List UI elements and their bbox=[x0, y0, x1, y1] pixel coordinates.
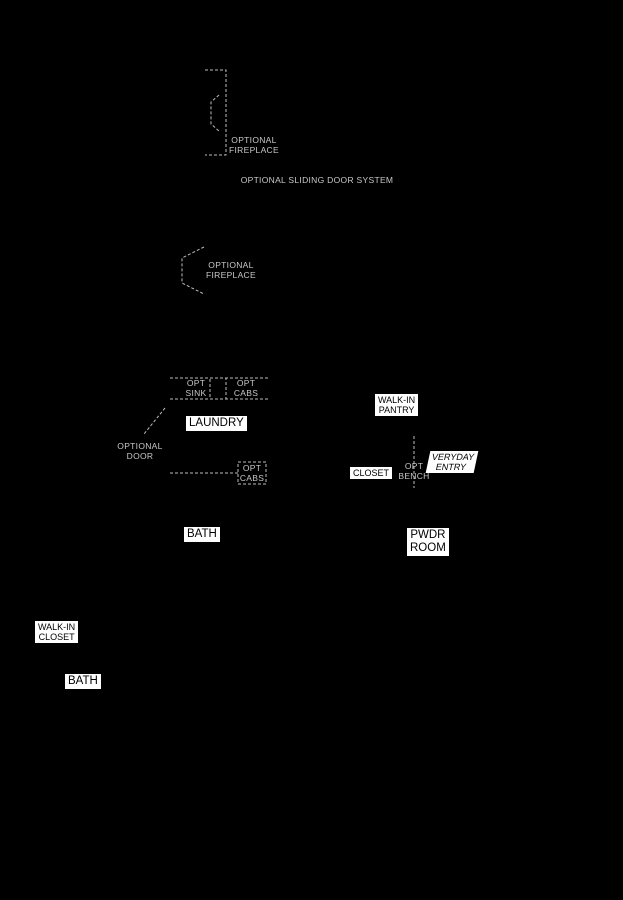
tag-line: PWDR bbox=[410, 529, 446, 541]
optional-fireplace-mid-label bbox=[205, 260, 257, 280]
bath-upper-tag: BATH bbox=[184, 527, 220, 542]
label-line: OPT bbox=[236, 378, 256, 388]
fireplace-mid-outline bbox=[182, 247, 204, 294]
optional-door-swing bbox=[144, 408, 165, 434]
tag-line: CLOSET bbox=[38, 632, 75, 642]
optional-fireplace-top-label bbox=[228, 135, 280, 155]
opt-bench-label bbox=[396, 461, 432, 481]
bath-lower-tag: BATH bbox=[65, 674, 101, 689]
label-line: OPTIONAL bbox=[231, 135, 277, 145]
tag-line: PANTRY bbox=[378, 405, 415, 415]
tag-line: WALK-IN bbox=[378, 395, 416, 405]
laundry-room-tag: LAUNDRY bbox=[186, 416, 247, 431]
label-line: BENCH bbox=[398, 471, 430, 481]
opt-sink-box bbox=[210, 378, 226, 399]
tag-line: ROOM bbox=[410, 542, 446, 554]
opt-cabs-top-label bbox=[231, 378, 261, 398]
fireplace-top-outline bbox=[205, 70, 226, 155]
label-line: FIREPLACE bbox=[206, 270, 256, 280]
label-line: SINK bbox=[185, 388, 207, 398]
optional-sliding-door-label: OPTIONAL SLIDING DOOR SYSTEM bbox=[240, 175, 394, 185]
label-line: OPT bbox=[186, 378, 206, 388]
closet-tag: CLOSET bbox=[350, 467, 392, 479]
opt-sink-label bbox=[181, 378, 211, 398]
fireplace-top-hearth bbox=[211, 95, 219, 131]
walk-in-pantry-tag bbox=[375, 394, 418, 416]
pwdr-room-tag bbox=[407, 528, 449, 556]
tag-line: WALK-IN bbox=[38, 622, 76, 632]
optional-door-label bbox=[113, 441, 167, 461]
walk-in-closet-tag bbox=[35, 621, 78, 643]
label-line: OPT bbox=[404, 461, 424, 471]
label-line: CABS bbox=[239, 473, 265, 483]
label-line: DOOR bbox=[126, 451, 154, 461]
label-line: FIREPLACE bbox=[229, 145, 279, 155]
label-line: OPT bbox=[242, 463, 262, 473]
label-line: OPTIONAL bbox=[117, 441, 163, 451]
tag-line: ENTRY bbox=[434, 462, 468, 472]
label-line: CABS bbox=[233, 388, 259, 398]
label-line: OPTIONAL bbox=[208, 260, 254, 270]
tag-line: VERYDAY bbox=[431, 452, 476, 462]
everyday-entry-tag bbox=[426, 451, 479, 473]
opt-cabs-bottom-label bbox=[237, 463, 267, 483]
